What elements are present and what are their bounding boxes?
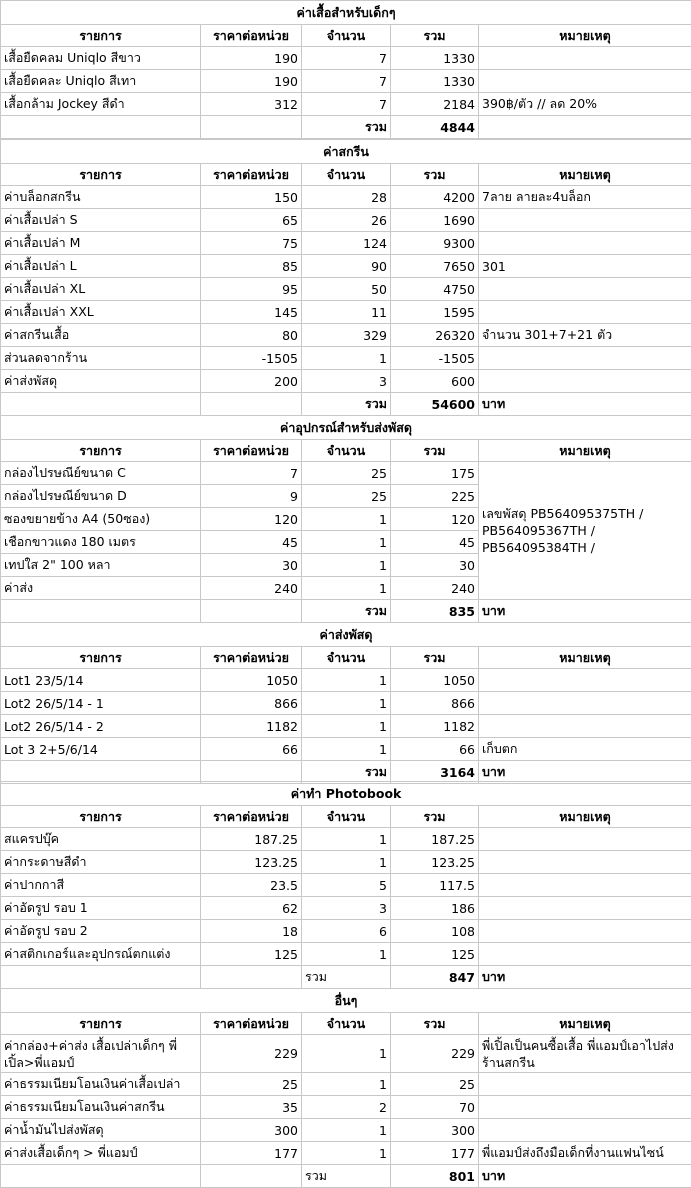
price-cell: 80 xyxy=(201,324,302,347)
qty-cell: 1 xyxy=(302,851,391,874)
table-row xyxy=(1,874,691,897)
note-cell xyxy=(479,828,691,851)
item-cell: ค่ากระดาษสีดำ xyxy=(1,851,201,874)
sum-cell: 187.25 xyxy=(391,828,479,851)
price-cell: 150 xyxy=(201,186,302,209)
header-note: หมายเหตุ xyxy=(479,164,691,186)
qty-cell: 1 xyxy=(302,715,391,738)
sum-cell: 2184 xyxy=(391,93,479,116)
price-cell: 30 xyxy=(201,554,302,577)
item-cell: ค่าเสื้อเปล่า XXL xyxy=(1,301,201,324)
sum-cell: 45 xyxy=(391,531,479,554)
qty-cell: 11 xyxy=(302,301,391,324)
price-cell: 45 xyxy=(201,531,302,554)
qty-cell: 25 xyxy=(302,462,391,485)
price-cell: 120 xyxy=(201,508,302,531)
item-cell: ค่าอัดรูป รอบ 2 xyxy=(1,920,201,943)
header-unit-price: ราคาต่อหน่วย xyxy=(201,164,302,186)
sum-cell: 1690 xyxy=(391,209,479,232)
total-label: รวม xyxy=(302,116,391,139)
table-row xyxy=(1,738,691,761)
note-cell xyxy=(479,278,691,301)
table-row xyxy=(1,1142,691,1165)
price-cell: 200 xyxy=(201,370,302,393)
sum-cell: 125 xyxy=(391,943,479,966)
item-cell: ค่าธรรมเนียมโอนเงินค่าสกรีน xyxy=(1,1096,201,1119)
note-cell: 301 xyxy=(479,255,691,278)
header-note: หมายเหตุ xyxy=(479,1013,691,1035)
note-cell xyxy=(479,70,691,93)
qty-cell: 28 xyxy=(302,186,391,209)
table-row xyxy=(1,715,691,738)
total-label: รวม xyxy=(302,966,391,989)
note-cell: 7ลาย ลายละ4บล็อก xyxy=(479,186,691,209)
price-cell: 145 xyxy=(201,301,302,324)
item-cell: ค่าส่ง xyxy=(1,577,201,600)
price-cell: 229 xyxy=(201,1035,302,1073)
price-cell: 75 xyxy=(201,232,302,255)
header-item: รายการ xyxy=(1,1013,201,1035)
header-unit-price: ราคาต่อหน่วย xyxy=(201,25,302,47)
item-cell: ค่าส่งพัสดุ xyxy=(1,370,201,393)
table-row xyxy=(1,897,691,920)
header-total: รวม xyxy=(391,1013,479,1035)
sum-cell: 225 xyxy=(391,485,479,508)
sum-cell: 66 xyxy=(391,738,479,761)
note-cell xyxy=(479,897,691,920)
item-cell: Lot2 26/5/14 - 2 xyxy=(1,715,201,738)
note-cell xyxy=(479,1096,691,1119)
note-cell xyxy=(479,370,691,393)
qty-cell: 329 xyxy=(302,324,391,347)
header-total: รวม xyxy=(391,440,479,462)
sum-cell: 229 xyxy=(391,1035,479,1073)
sum-cell: 4200 xyxy=(391,186,479,209)
qty-cell: 7 xyxy=(302,70,391,93)
total-unit: บาท xyxy=(479,393,691,416)
price-cell: 300 xyxy=(201,1119,302,1142)
price-cell: 177 xyxy=(201,1142,302,1165)
header-unit-price: ราคาต่อหน่วย xyxy=(201,440,302,462)
sum-cell: 1330 xyxy=(391,70,479,93)
table-row xyxy=(1,828,691,851)
item-cell: เสื้อยืดคลม Uniqlo สีขาว xyxy=(1,47,201,70)
item-cell: ค่าปากกาสี xyxy=(1,874,201,897)
table-row xyxy=(1,186,691,209)
table-row xyxy=(1,347,691,370)
sum-cell: 1182 xyxy=(391,715,479,738)
price-cell: 95 xyxy=(201,278,302,301)
qty-cell: 1 xyxy=(302,738,391,761)
table-row xyxy=(1,851,691,874)
qty-cell: 1 xyxy=(302,508,391,531)
item-cell: ค่าน้ำมันไปส่งพัสดุ xyxy=(1,1119,201,1142)
header-item: รายการ xyxy=(1,647,201,669)
note-cell xyxy=(479,715,691,738)
price-cell: 18 xyxy=(201,920,302,943)
section-title: ค่าสกรีน xyxy=(1,140,691,164)
section-screen xyxy=(0,139,691,416)
sum-cell: 4750 xyxy=(391,278,479,301)
qty-cell: 5 xyxy=(302,874,391,897)
note-cell xyxy=(479,47,691,70)
header-item: รายการ xyxy=(1,164,201,186)
item-cell: เทปใส 2" 100 หลา xyxy=(1,554,201,577)
header-unit-price: ราคาต่อหน่วย xyxy=(201,647,302,669)
total-unit: บาท xyxy=(479,761,691,784)
price-cell: 25 xyxy=(201,1073,302,1096)
sum-cell: 9300 xyxy=(391,232,479,255)
item-cell: ส่วนลดจากร้าน xyxy=(1,347,201,370)
sum-cell: 186 xyxy=(391,897,479,920)
item-cell: สแครปบุ๊ค xyxy=(1,828,201,851)
note-cell xyxy=(479,301,691,324)
header-note: หมายเหตุ xyxy=(479,25,691,47)
qty-cell: 7 xyxy=(302,47,391,70)
item-cell: ค่าเสื้อเปล่า M xyxy=(1,232,201,255)
sum-cell: 600 xyxy=(391,370,479,393)
sum-cell: 177 xyxy=(391,1142,479,1165)
price-cell: 35 xyxy=(201,1096,302,1119)
section-others xyxy=(0,988,691,1188)
table-row xyxy=(1,70,691,93)
item-cell: ค่าบล็อกสกรีน xyxy=(1,186,201,209)
qty-cell: 1 xyxy=(302,1119,391,1142)
qty-cell: 1 xyxy=(302,1073,391,1096)
sum-cell: 1330 xyxy=(391,47,479,70)
sum-cell: 30 xyxy=(391,554,479,577)
note-cell xyxy=(479,232,691,255)
price-cell: 9 xyxy=(201,485,302,508)
sum-cell: 25 xyxy=(391,1073,479,1096)
note-cell xyxy=(479,851,691,874)
table-row xyxy=(1,301,691,324)
sum-cell: -1505 xyxy=(391,347,479,370)
header-qty: จำนวน xyxy=(302,164,391,186)
tracking-note-cell: เลขพัสดุ PB564095375TH / PB564095367TH / PB564095384TH / xyxy=(479,462,691,600)
total-value: 54600 xyxy=(391,393,479,416)
qty-cell: 1 xyxy=(302,1035,391,1073)
table-row xyxy=(1,255,691,278)
header-total: รวม xyxy=(391,164,479,186)
qty-cell: 7 xyxy=(302,93,391,116)
total-unit: บาท xyxy=(479,966,691,989)
note-cell: 390฿/ตัว // ลด 20% xyxy=(479,93,691,116)
header-qty: จำนวน xyxy=(302,440,391,462)
table-row xyxy=(1,462,691,485)
sum-cell: 300 xyxy=(391,1119,479,1142)
sum-cell: 240 xyxy=(391,577,479,600)
table-row xyxy=(1,324,691,347)
price-cell: 62 xyxy=(201,897,302,920)
total-row xyxy=(1,116,691,139)
table-row xyxy=(1,93,691,116)
sum-cell: 175 xyxy=(391,462,479,485)
sum-cell: 1050 xyxy=(391,669,479,692)
section-title: ค่าเสื้อสำหรับเด็กๆ xyxy=(1,1,691,25)
table-row xyxy=(1,692,691,715)
item-cell: ค่าส่งเสื้อเด็กๆ > พี่แอมป์ xyxy=(1,1142,201,1165)
section-parcel-postage xyxy=(0,622,691,784)
qty-cell: 6 xyxy=(302,920,391,943)
qty-cell: 90 xyxy=(302,255,391,278)
header-note: หมายเหตุ xyxy=(479,806,691,828)
header-total: รวม xyxy=(391,647,479,669)
total-value: 801 xyxy=(391,1165,479,1188)
qty-cell: 1 xyxy=(302,669,391,692)
table-row xyxy=(1,920,691,943)
item-cell: Lot2 26/5/14 - 1 xyxy=(1,692,201,715)
note-cell xyxy=(479,920,691,943)
header-qty: จำนวน xyxy=(302,806,391,828)
price-cell: 23.5 xyxy=(201,874,302,897)
qty-cell: 50 xyxy=(302,278,391,301)
qty-cell: 26 xyxy=(302,209,391,232)
note-cell xyxy=(479,669,691,692)
section-photobook xyxy=(0,781,691,989)
header-qty: จำนวน xyxy=(302,1013,391,1035)
section-title: ค่าส่งพัสดุ xyxy=(1,623,691,647)
item-cell: เสื้อกล้าม Jockey สีดำ xyxy=(1,93,201,116)
qty-cell: 1 xyxy=(302,577,391,600)
total-row xyxy=(1,600,691,623)
sum-cell: 866 xyxy=(391,692,479,715)
qty-cell: 2 xyxy=(302,1096,391,1119)
item-cell: ค่าเสื้อเปล่า XL xyxy=(1,278,201,301)
item-cell: เสื้อยืดคละ Uniqlo สีเทา xyxy=(1,70,201,93)
price-cell: 312 xyxy=(201,93,302,116)
price-cell: 190 xyxy=(201,70,302,93)
table-row xyxy=(1,278,691,301)
item-cell: ค่าเสื้อเปล่า S xyxy=(1,209,201,232)
header-unit-price: ราคาต่อหน่วย xyxy=(201,806,302,828)
sum-cell: 26320 xyxy=(391,324,479,347)
total-label: รวม xyxy=(302,393,391,416)
note-cell xyxy=(479,1119,691,1142)
header-total: รวม xyxy=(391,806,479,828)
item-cell: ค่าสกรีนเสื้อ xyxy=(1,324,201,347)
qty-cell: 124 xyxy=(302,232,391,255)
item-cell: Lot 3 2+5/6/14 xyxy=(1,738,201,761)
price-cell: 190 xyxy=(201,47,302,70)
qty-cell: 1 xyxy=(302,1142,391,1165)
note-cell xyxy=(479,943,691,966)
item-cell: ซองขยายข้าง A4 (50ซอง) xyxy=(1,508,201,531)
qty-cell: 1 xyxy=(302,692,391,715)
price-cell: -1505 xyxy=(201,347,302,370)
total-unit: บาท xyxy=(479,1165,691,1188)
section-title: ค่าอุปกรณ์สำหรับส่งพัสดุ xyxy=(1,416,691,440)
qty-cell: 25 xyxy=(302,485,391,508)
header-total: รวม xyxy=(391,25,479,47)
item-cell: ค่าสติกเกอร์และอุปกรณ์ตกแต่ง xyxy=(1,943,201,966)
qty-cell: 1 xyxy=(302,347,391,370)
total-value: 847 xyxy=(391,966,479,989)
price-cell: 187.25 xyxy=(201,828,302,851)
sum-cell: 7650 xyxy=(391,255,479,278)
note-cell xyxy=(479,874,691,897)
note-cell: พี่เปิ้ลเป็นคนซื้อเสื้อ พี่แอมป์เอาไปส่งร้านสกรีน xyxy=(479,1035,691,1073)
note-cell xyxy=(479,1073,691,1096)
qty-cell: 3 xyxy=(302,370,391,393)
item-cell: ค่าธรรมเนียมโอนเงินค่าเสื้อเปล่า xyxy=(1,1073,201,1096)
total-unit xyxy=(479,116,691,139)
qty-cell: 1 xyxy=(302,828,391,851)
header-item: รายการ xyxy=(1,806,201,828)
table-row xyxy=(1,1096,691,1119)
table-row xyxy=(1,370,691,393)
total-value: 835 xyxy=(391,600,479,623)
total-label: รวม xyxy=(302,1165,391,1188)
table-row xyxy=(1,209,691,232)
item-cell: กล่องไปรษณีย์ขนาด C xyxy=(1,462,201,485)
item-cell: ค่ากล่อง+ค่าส่ง เสื้อเปล่าเด็กๆ พี่เปิ้ล>พี่แอมป์ xyxy=(1,1035,201,1073)
table-row xyxy=(1,1035,691,1073)
price-cell: 65 xyxy=(201,209,302,232)
qty-cell: 1 xyxy=(302,531,391,554)
sum-cell: 1595 xyxy=(391,301,479,324)
item-cell: Lot1 23/5/14 xyxy=(1,669,201,692)
table-row xyxy=(1,1119,691,1142)
header-qty: จำนวน xyxy=(302,25,391,47)
price-cell: 125 xyxy=(201,943,302,966)
table-row xyxy=(1,1073,691,1096)
qty-cell: 3 xyxy=(302,897,391,920)
price-cell: 240 xyxy=(201,577,302,600)
total-unit: บาท xyxy=(479,600,691,623)
header-item: รายการ xyxy=(1,25,201,47)
qty-cell: 1 xyxy=(302,554,391,577)
price-cell: 7 xyxy=(201,462,302,485)
note-cell: จำนวน 301+7+21 ตัว xyxy=(479,324,691,347)
total-value: 3164 xyxy=(391,761,479,784)
item-cell: กล่องไปรษณีย์ขนาด D xyxy=(1,485,201,508)
table-row xyxy=(1,669,691,692)
price-cell: 1182 xyxy=(201,715,302,738)
price-cell: 1050 xyxy=(201,669,302,692)
total-row xyxy=(1,393,691,416)
total-label: รวม xyxy=(302,761,391,784)
sum-cell: 108 xyxy=(391,920,479,943)
section-title: ค่าทำ Photobook xyxy=(1,782,691,806)
sum-cell: 120 xyxy=(391,508,479,531)
section-title: อื่นๆ xyxy=(1,989,691,1013)
price-cell: 85 xyxy=(201,255,302,278)
price-cell: 66 xyxy=(201,738,302,761)
header-note: หมายเหตุ xyxy=(479,440,691,462)
total-row xyxy=(1,1165,691,1188)
total-value: 4844 xyxy=(391,116,479,139)
note-cell xyxy=(479,347,691,370)
total-label: รวม xyxy=(302,600,391,623)
section-kids-shirts xyxy=(0,0,691,139)
section-shipping-supplies xyxy=(0,415,691,623)
table-row xyxy=(1,232,691,255)
header-item: รายการ xyxy=(1,440,201,462)
header-qty: จำนวน xyxy=(302,647,391,669)
note-cell xyxy=(479,209,691,232)
table-row xyxy=(1,943,691,966)
price-cell: 123.25 xyxy=(201,851,302,874)
item-cell: ค่าอัดรูป รอบ 1 xyxy=(1,897,201,920)
sum-cell: 117.5 xyxy=(391,874,479,897)
sum-cell: 123.25 xyxy=(391,851,479,874)
header-note: หมายเหตุ xyxy=(479,647,691,669)
note-cell xyxy=(479,692,691,715)
item-cell: ค่าเสื้อเปล่า L xyxy=(1,255,201,278)
note-cell: เก็บตก xyxy=(479,738,691,761)
sum-cell: 70 xyxy=(391,1096,479,1119)
item-cell: เชือกขาวแดง 180 เมตร xyxy=(1,531,201,554)
table-row xyxy=(1,47,691,70)
price-cell: 866 xyxy=(201,692,302,715)
header-unit-price: ราคาต่อหน่วย xyxy=(201,1013,302,1035)
note-cell: พี่แอมป์ส่งถึงมือเด็กที่งานแฟนไซน์ xyxy=(479,1142,691,1165)
qty-cell: 1 xyxy=(302,943,391,966)
total-row xyxy=(1,966,691,989)
